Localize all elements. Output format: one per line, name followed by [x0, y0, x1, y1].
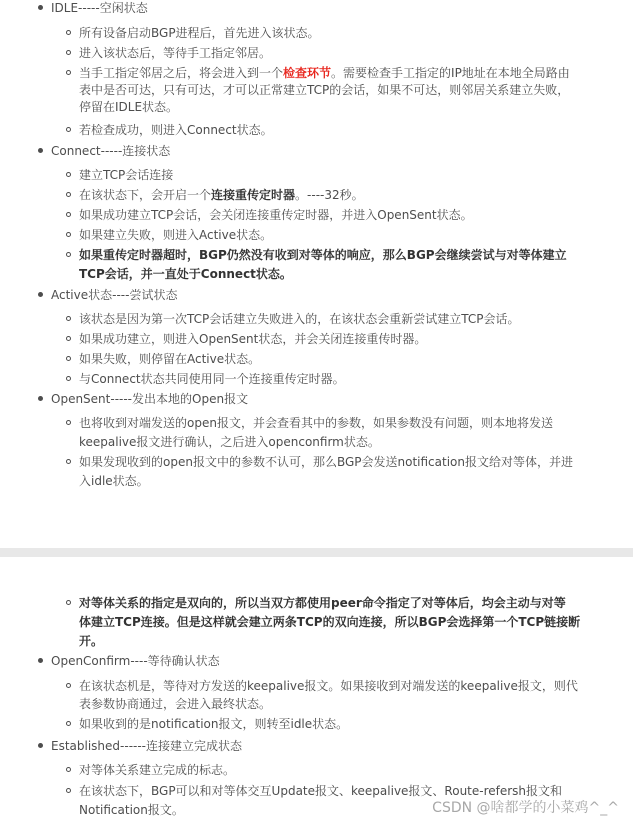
text-segment: 在该状态下，会开启一个: [79, 188, 212, 202]
list-item: 在该状态下，BGP可以和对等体交互Update报文、keepalive报文、Route-refersh报文和: [79, 784, 563, 798]
bullet-disc: [38, 743, 43, 748]
list-item-continuation: Notification报文。: [79, 803, 184, 817]
openconfirm-heading: OpenConfirm----等待确认状态: [51, 654, 220, 668]
bullet-circle: [66, 50, 71, 55]
list-item: 如果成功建立TCP会话，会关闭连接重传定时器，并进入OpenSent状态。: [79, 208, 473, 222]
bullet-circle: [66, 767, 71, 772]
bullet-circle: [66, 420, 71, 425]
list-item: [79, 65, 570, 81]
bullet-disc: [38, 5, 43, 10]
bullet-disc: [38, 658, 43, 663]
bullet-circle: [66, 336, 71, 341]
list-item: 如果建立失败，则进入Active状态。: [79, 228, 273, 242]
bullet-circle: [66, 212, 71, 217]
list-item-continuation: 开。: [79, 634, 104, 648]
list-item: [79, 187, 364, 203]
bullet-circle: [66, 356, 71, 361]
section-divider: [0, 548, 633, 557]
bold-term: 连接重传定时器: [211, 188, 296, 202]
list-item-continuation: keepalive报文进行确认，之后进入openconfirm状态。: [79, 435, 380, 449]
highlighted-term: 检查环节: [283, 66, 332, 80]
list-item: 与Connect状态共同使用同一个连接重传定时器。: [79, 372, 345, 386]
bullet-circle: [66, 172, 71, 177]
bullet-circle: [66, 70, 71, 75]
list-item-continuation: TCP会话，并一直处于Connect状态。: [79, 267, 292, 281]
list-item: 该状态是因为第一次TCP会话建立失败进入的，在该状态会重新尝试建立TCP会话。: [79, 312, 520, 326]
bullet-circle: [66, 600, 71, 605]
bullet-circle: [66, 683, 71, 688]
list-item: 所有设备启动BGP进程后，首先进入该状态。: [79, 26, 320, 40]
opensent-heading: OpenSent-----发出本地的Open报文: [51, 392, 249, 406]
bullet-circle: [66, 30, 71, 35]
list-item: 如果成功建立，则进入OpenSent状态，并会关闭连接重传时器。: [79, 332, 427, 346]
list-item-continuation: 入idle状态。: [79, 474, 149, 488]
text-segment: 。需要检查手工指定的IP地址在本地全局路由: [331, 66, 570, 80]
list-item-continuation: 表参数协商通过，会进入最终状态。: [79, 697, 272, 711]
list-item-bold: 对等体关系的指定是双向的，所以当双方都使用peer命令指定了对等体后，均会主动与对等: [79, 596, 566, 610]
list-item: 也将收到对端发送的open报文，并会查看其中的参数，如果参数没有问题，则本地将发送: [79, 416, 553, 430]
bullet-circle: [66, 316, 71, 321]
active-heading: Active状态----尝试状态: [51, 288, 178, 302]
list-item-continuation: 表中是否可达，只有可达，才可以正常建立TCP的会话，如果不可达，则邻居关系建立失败，: [79, 83, 570, 97]
bullet-circle: [66, 192, 71, 197]
list-item-continuation: 体建立TCP连接。但是这样就会建立两条TCP的双向连接，所以BGP会选择第一个TCP链接断: [79, 615, 581, 629]
list-item: 若检查成功，则进入Connect状态。: [79, 123, 273, 137]
document-panel-bottom: [0, 557, 633, 825]
list-item-continuation: 停留在IDLE状态。: [79, 100, 179, 114]
bullet-circle: [66, 376, 71, 381]
established-heading: Established------连接建立完成状态: [51, 739, 243, 753]
list-item-bold: 如果重传定时器超时，BGP仍然没有收到对等体的响应，那么BGP会继续尝试与对等体建立: [79, 248, 567, 262]
bullet-circle: [66, 459, 71, 464]
bullet-circle: [66, 721, 71, 726]
connect-heading: Connect-----连接状态: [51, 144, 171, 158]
list-item: 对等体关系建立完成的标志。: [79, 763, 236, 777]
bullet-disc: [38, 396, 43, 401]
bullet-disc: [38, 292, 43, 297]
bullet-circle: [66, 788, 71, 793]
list-item: 进入该状态后，等待手工指定邻居。: [79, 46, 272, 60]
list-item: 如果失败，则停留在Active状态。: [79, 352, 261, 366]
idle-heading: IDLE-----空闲状态: [51, 1, 148, 15]
bullet-circle: [66, 232, 71, 237]
csdn-watermark: CSDN @啥都学的小菜鸡^_^: [432, 800, 619, 816]
bullet-circle: [66, 252, 71, 257]
list-item: 如果收到的是notification报文，则转至idle状态。: [79, 717, 349, 731]
list-item: 如果发现收到的open报文中的参数不认可，那么BGP会发送notification报文给对等体，并进: [79, 455, 573, 469]
bullet-disc: [38, 148, 43, 153]
bullet-circle: [66, 127, 71, 132]
text-segment: 。----32秒。: [295, 188, 364, 202]
text-segment: 当手工指定邻居之后，将会进入到一个: [79, 66, 284, 80]
list-item: 在该状态机是，等待对方发送的keepalive报文。如果接收到对端发送的keepalive报文，则代: [79, 679, 578, 693]
list-item: 建立TCP会话连接: [79, 168, 174, 182]
